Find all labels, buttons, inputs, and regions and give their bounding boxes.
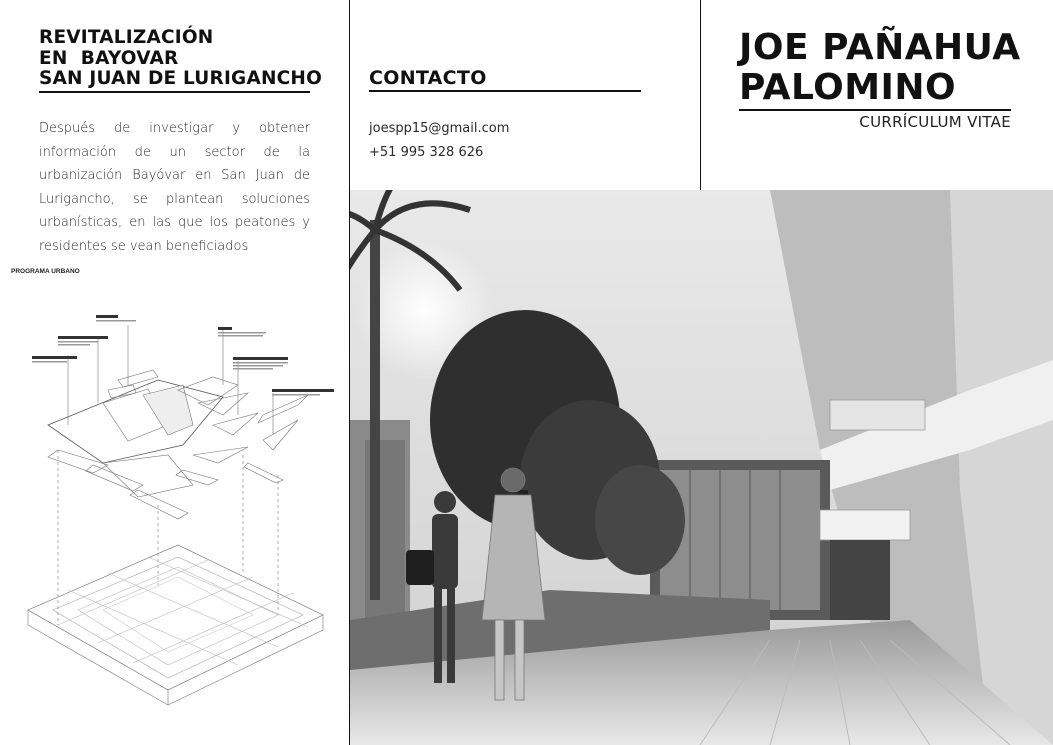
contact-title: CONTACTO bbox=[369, 67, 487, 89]
project-title-line-1: REVITALIZACIÓN bbox=[39, 27, 214, 48]
architecture-render-image bbox=[350, 190, 1053, 745]
cv-subtitle: CURRÍCULUM VITAE bbox=[859, 113, 1011, 131]
left-panel bbox=[0, 0, 349, 745]
contact-email[interactable]: joespp15@gmail.com bbox=[369, 121, 510, 136]
project-title-line-3: SAN JUAN DE LURIGANCHO bbox=[39, 68, 323, 89]
person-name bbox=[739, 28, 1029, 108]
person-name-line-2: PALOMINO bbox=[739, 67, 957, 108]
project-description: Después de investigar y obtener información de un sector de la urbanización Bayóvar en San Juan de Lurigancho, se plantean soluciones urbanísticas, en las que los peatones y residentes se vean beneficiados bbox=[39, 121, 310, 254]
project-title-rule bbox=[39, 91, 310, 93]
project-title bbox=[39, 27, 323, 90]
diagram-label: PROGRAMA URBANO bbox=[11, 268, 80, 275]
person-name-rule bbox=[739, 109, 1011, 111]
contact-phone[interactable]: +51 995 328 626 bbox=[369, 145, 484, 160]
middle-panel bbox=[350, 0, 700, 190]
person-name-line-1: JOE PAÑAHUA bbox=[739, 27, 1021, 68]
contact-title-rule bbox=[369, 90, 641, 92]
urban-program-diagram bbox=[8, 285, 343, 730]
project-title-line-2: EN BAYOVAR bbox=[39, 47, 179, 69]
